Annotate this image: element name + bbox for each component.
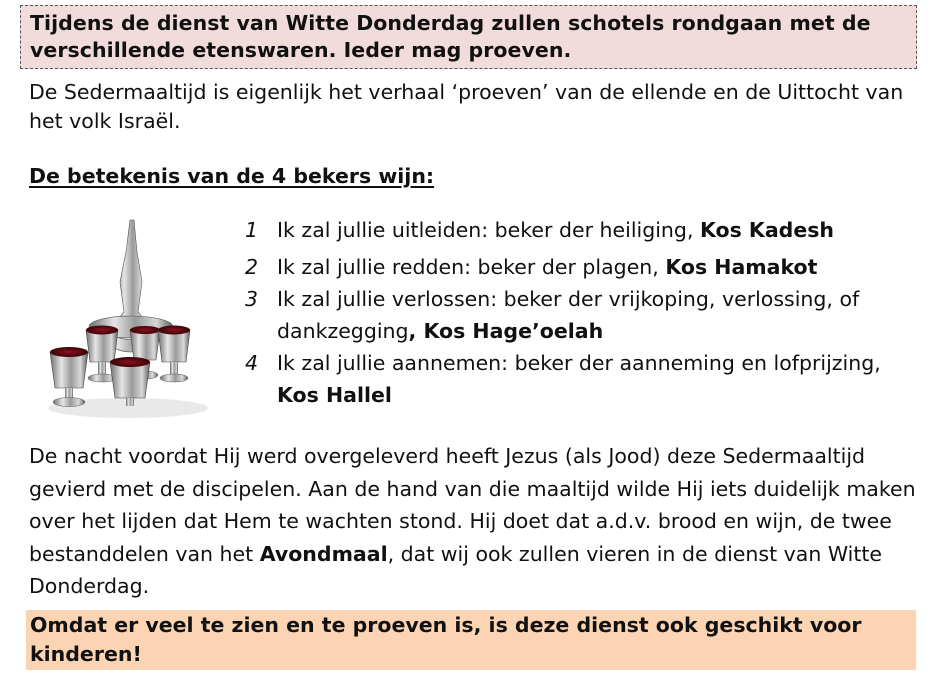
bottom-notice-box xyxy=(26,610,916,670)
list-text: Ik zal jullie redden: beker der plagen, xyxy=(277,255,666,279)
top-notice-text: Tijdens de dienst van Witte Donderdag zullen schotels rondgaan met de verschillende etenswaren. Ieder mag proeven. xyxy=(30,11,871,62)
list-bold: Kos Hamakot xyxy=(665,255,818,279)
list-text: Ik zal jullie uitleiden: beker der heiliging, xyxy=(277,218,700,242)
list-bold: Kos Kadesh xyxy=(699,218,835,242)
list-number: 2 xyxy=(245,255,259,279)
section-heading: De betekenis van de 4 bekers wijn: xyxy=(29,164,435,188)
list-bold: Kos Hallel xyxy=(277,383,392,407)
bottom-notice-text: Omdat er veel te zien en te proeven is, is deze dienst ook geschikt voor kinderen! xyxy=(30,613,862,666)
list-number: 4 xyxy=(245,351,259,375)
night-text-before: De nacht voordat Hij werd overgeleverd heeft Jezus (als Jood) deze Sedermaaltijd gevierd met de discipelen. Aan de hand van die maaltijd wilde Hij iets duidelijk maken over het lijden dat Hem te wachten stond. Hij doet dat a.d.v. brood en wijn, de twee bestanddelen van het xyxy=(29,444,916,566)
night-text-after: , dat wij ook zullen vieren in de dienst van Witte Donderdag. xyxy=(29,541,883,599)
intro-paragraph: De Sedermaaltijd is eigenlijk het verhaal ‘proeven’ van de ellende en de Uittocht van het volk Israël. xyxy=(29,80,904,133)
top-notice-box xyxy=(20,5,917,69)
list-item xyxy=(243,283,923,347)
cups-list xyxy=(243,214,923,411)
list-item xyxy=(243,347,923,411)
list-number: 1 xyxy=(245,218,259,242)
list-item xyxy=(243,214,923,246)
list-number: 3 xyxy=(245,287,259,311)
list-bold: , Kos Hage’oelah xyxy=(408,319,604,343)
list-text: Ik zal jullie aannemen: beker der aanneming en lofprijzing, xyxy=(277,351,881,375)
list-text: Ik zal jullie verlossen: beker der vrijkoping, verlossing, of dankzegging xyxy=(277,287,860,343)
list-item xyxy=(243,251,923,283)
night-bold: Avondmaal xyxy=(259,541,388,566)
night-paragraph xyxy=(29,440,919,603)
seder-cups-illustration xyxy=(38,212,213,422)
